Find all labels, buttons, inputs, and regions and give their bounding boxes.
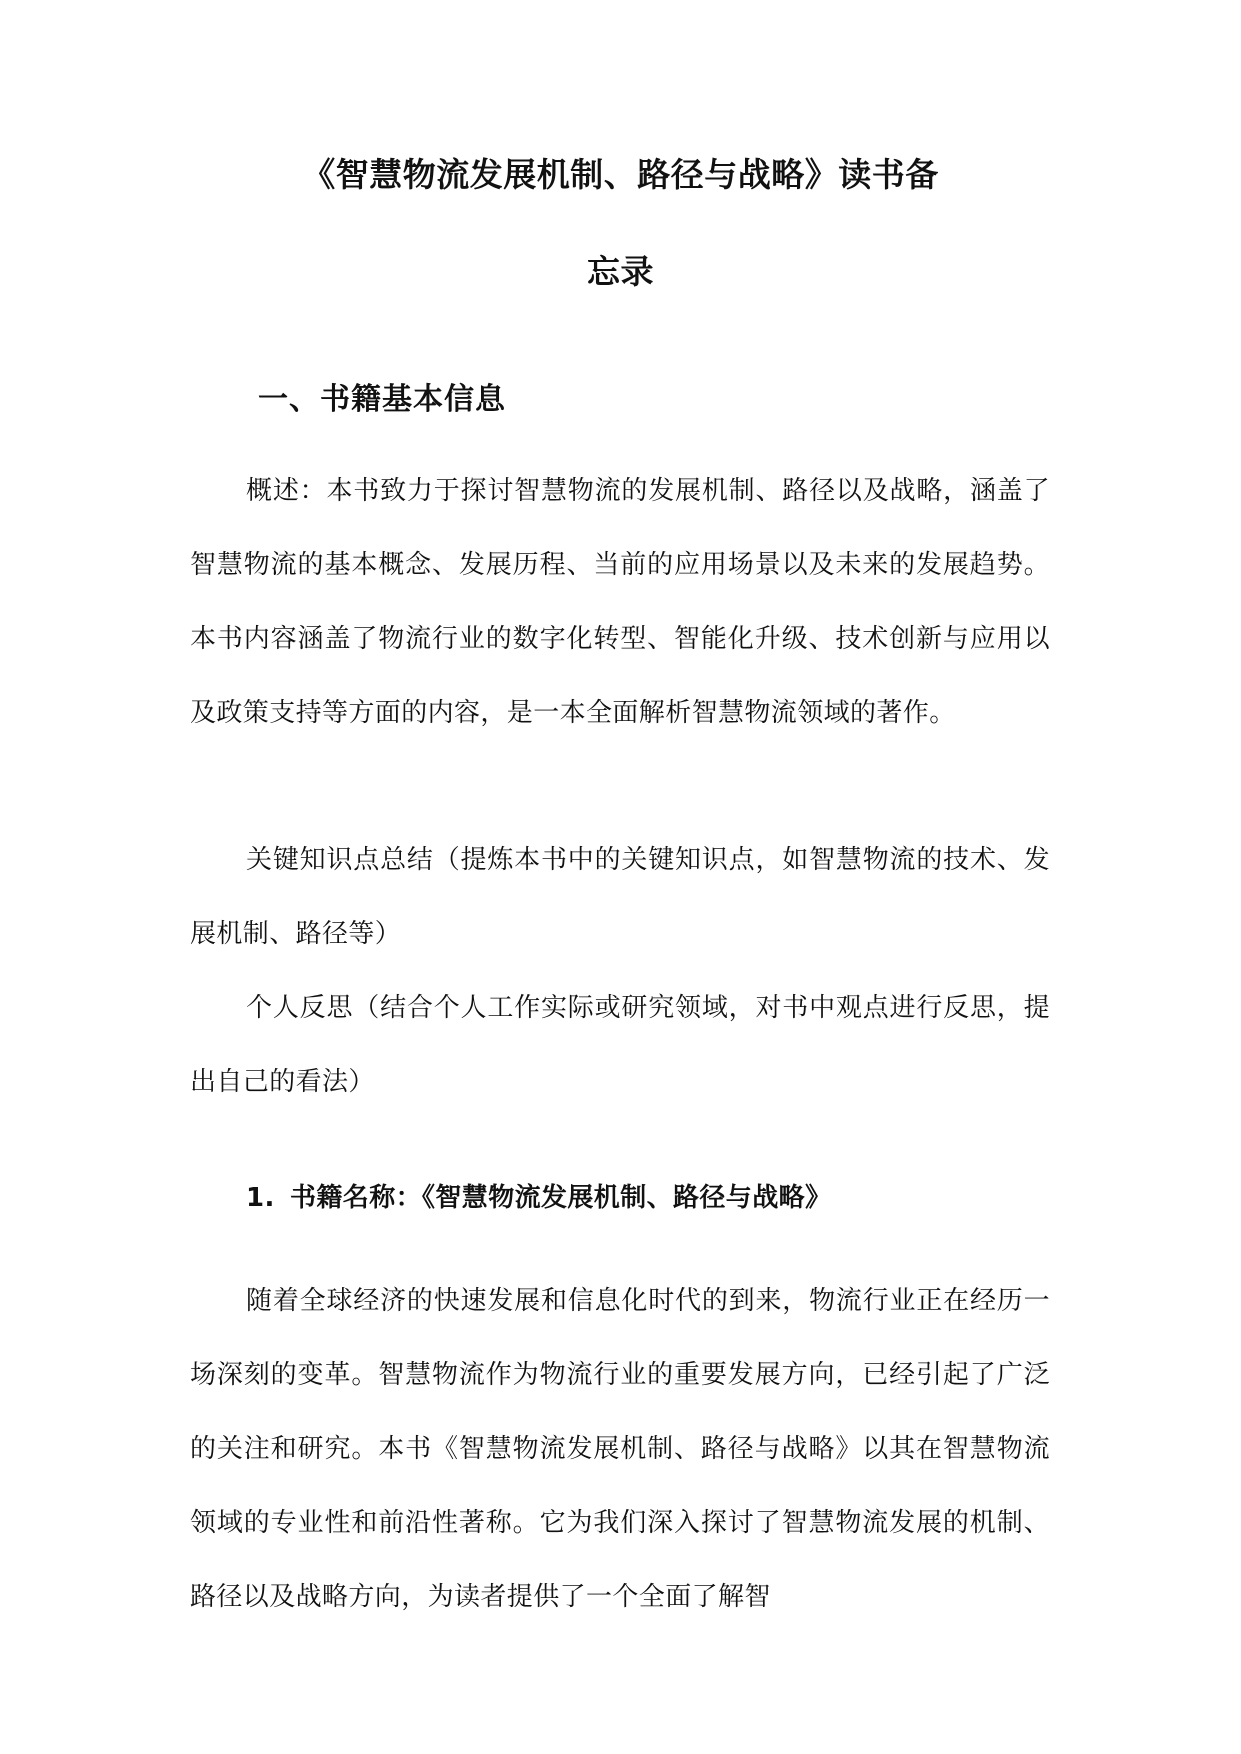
subsection-number: 1. [246,1183,275,1213]
subsection-heading-text: 书籍名称：《智慧物流发展机制、路径与战略》 [290,1183,832,1213]
reflection-paragraph: 个人反思（结合个人工作实际或研究领域，对书中观点进行反思，提出自己的看法） [190,993,1050,1097]
book-intro-paragraph: 随着全球经济的快速发展和信息化时代的到来，物流行业正在经历一场深刻的变革。智慧物流作为物流行业的重要发展方向，已经引起了广泛的关注和研究。本书《智慧物流发展机制、路径与战略》以其在智慧物流领域的专业性和前沿性著称。它为我们深入探讨了智慧物流发展的机制、路径以及战略方向，为读者提供了一个全面了解智 [190,1286,1050,1612]
key-points-paragraph: 关键知识点总结（提炼本书中的关键知识点，如智慧物流的技术、发展机制、路径等） [190,845,1050,949]
document-title-line-2: 忘录 [587,252,654,291]
document-title-line-1: 《智慧物流发展机制、路径与战略》读书备 [302,155,939,194]
subsection-heading-book-name [246,1178,831,1218]
overview-paragraph: 概述：本书致力于探讨智慧物流的发展机制、路径以及战略，涵盖了智慧物流的基本概念、发展历程、当前的应用场景以及未来的发展趋势。本书内容涵盖了物流行业的数字化转型、智能化升级、技术创新与应用以及政策支持等方面的内容，是一本全面解析智慧物流领域的著作。 [190,476,1050,728]
section-heading-basic-info: 一、书籍基本信息 [258,382,506,417]
